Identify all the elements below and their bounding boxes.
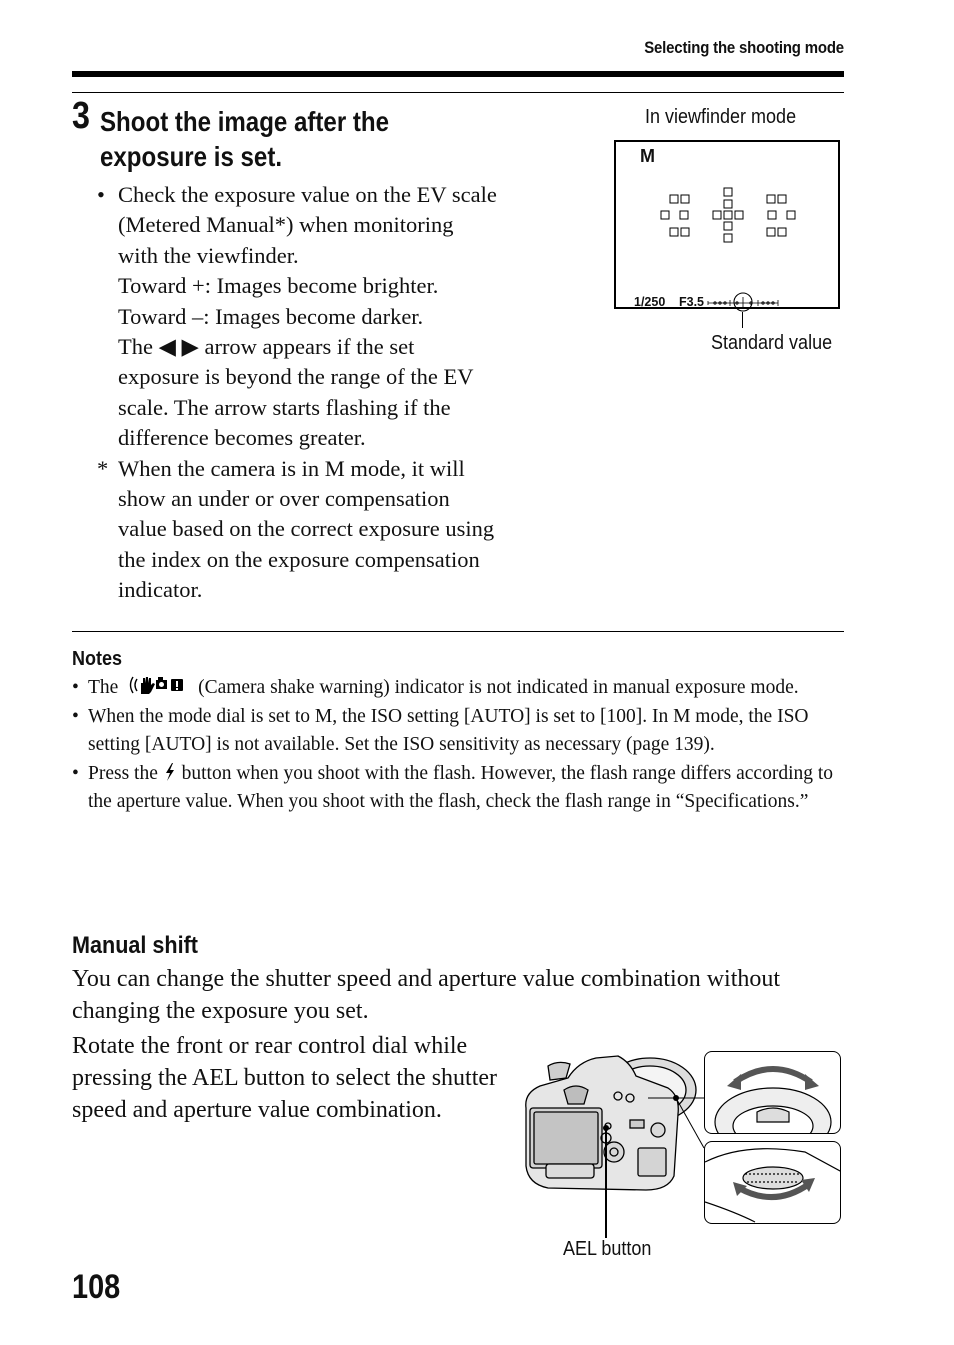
af-points-icon — [650, 180, 800, 250]
note-marker: • — [72, 762, 79, 784]
flash-icon — [163, 762, 177, 782]
step-footnote — [97, 454, 497, 606]
note-item — [72, 760, 847, 817]
standard-value-leader-line — [742, 312, 743, 328]
bullet-marker: • — [97, 182, 105, 207]
camera-back-illustration — [518, 1048, 708, 1198]
note-text: Press the — [88, 762, 158, 784]
note-text: button when you shoot with the flash. However, the flash range differs according to the aperture value. When you shoot with the flash, check the flash range in “Specifications.” — [88, 762, 834, 813]
step-body — [97, 180, 497, 606]
footnote-text: When the camera is in M mode, it will show an under or over compensation value based on the correct exposure using the index on the exposure compensation indicator. — [118, 455, 495, 603]
rotation-arrow-icon — [705, 1142, 841, 1224]
footnote-marker: * — [97, 455, 109, 481]
ael-button-leader-line — [605, 1128, 607, 1238]
note-text: (Camera shake warning) indicator is not indicated in manual exposure mode. — [198, 677, 799, 698]
viewfinder-shutter-speed: 1/250 — [634, 295, 666, 309]
bullet-line: Toward +: Images become brighter. — [118, 273, 439, 299]
note-item — [72, 674, 847, 703]
viewfinder-aperture: F3.5 — [679, 295, 705, 309]
section-paragraph: You can change the shutter speed and aperture value combination without changing the exposure you set. — [72, 966, 781, 1024]
front-dial-inset — [704, 1141, 841, 1224]
step-bullet — [97, 180, 497, 454]
step-title: Shoot the image after the exposure is set. — [100, 106, 390, 172]
note-text: When the mode dial is set to M, the ISO setting [AUTO] is set to [100]. In M mode, the ISO setting [AUTO] is not available. Set the ISO sensitivity as necessary (page 139). — [88, 705, 809, 756]
rear-dial-inset — [704, 1051, 841, 1134]
camera-shake-warning-icon — [123, 674, 193, 696]
header-rule-thin — [72, 92, 844, 93]
section-heading: Manual shift — [72, 932, 199, 959]
bullet-line: The ◀ ▶ arrow appears if the set exposure is beyond the range of the EV scale. The arrow starts flashing if the difference becomes greater. — [118, 334, 474, 451]
note-item — [72, 703, 847, 760]
ael-button-label: AEL button — [563, 1238, 652, 1260]
note-marker: • — [72, 677, 79, 698]
rotation-arrow-icon — [705, 1052, 841, 1134]
viewfinder-caption: In viewfinder mode — [645, 106, 797, 128]
ev-scale-icon — [706, 290, 780, 314]
step-number: 3 — [72, 95, 90, 137]
bullet-line: Toward –: Images become darker. — [118, 303, 424, 329]
page-number: 108 — [72, 1268, 121, 1306]
standard-value-label: Standard value — [711, 332, 833, 354]
notes-title: Notes — [72, 648, 123, 670]
note-text: The — [88, 677, 119, 698]
viewfinder-mode: M — [640, 146, 655, 166]
running-header: Selecting the shooting mode — [644, 38, 844, 57]
notes-rule — [72, 631, 844, 632]
bullet-line: Check the exposure value on the EV scale (Metered Manual*) when monitoring with the viewfinder. — [118, 182, 497, 268]
note-marker: • — [72, 705, 79, 727]
header-rule-thick — [72, 71, 844, 77]
notes-list — [72, 674, 847, 817]
section-paragraph: Rotate the front or rear control dial while pressing the AEL button to select the shutter speed and aperture value combination. — [72, 1033, 498, 1123]
